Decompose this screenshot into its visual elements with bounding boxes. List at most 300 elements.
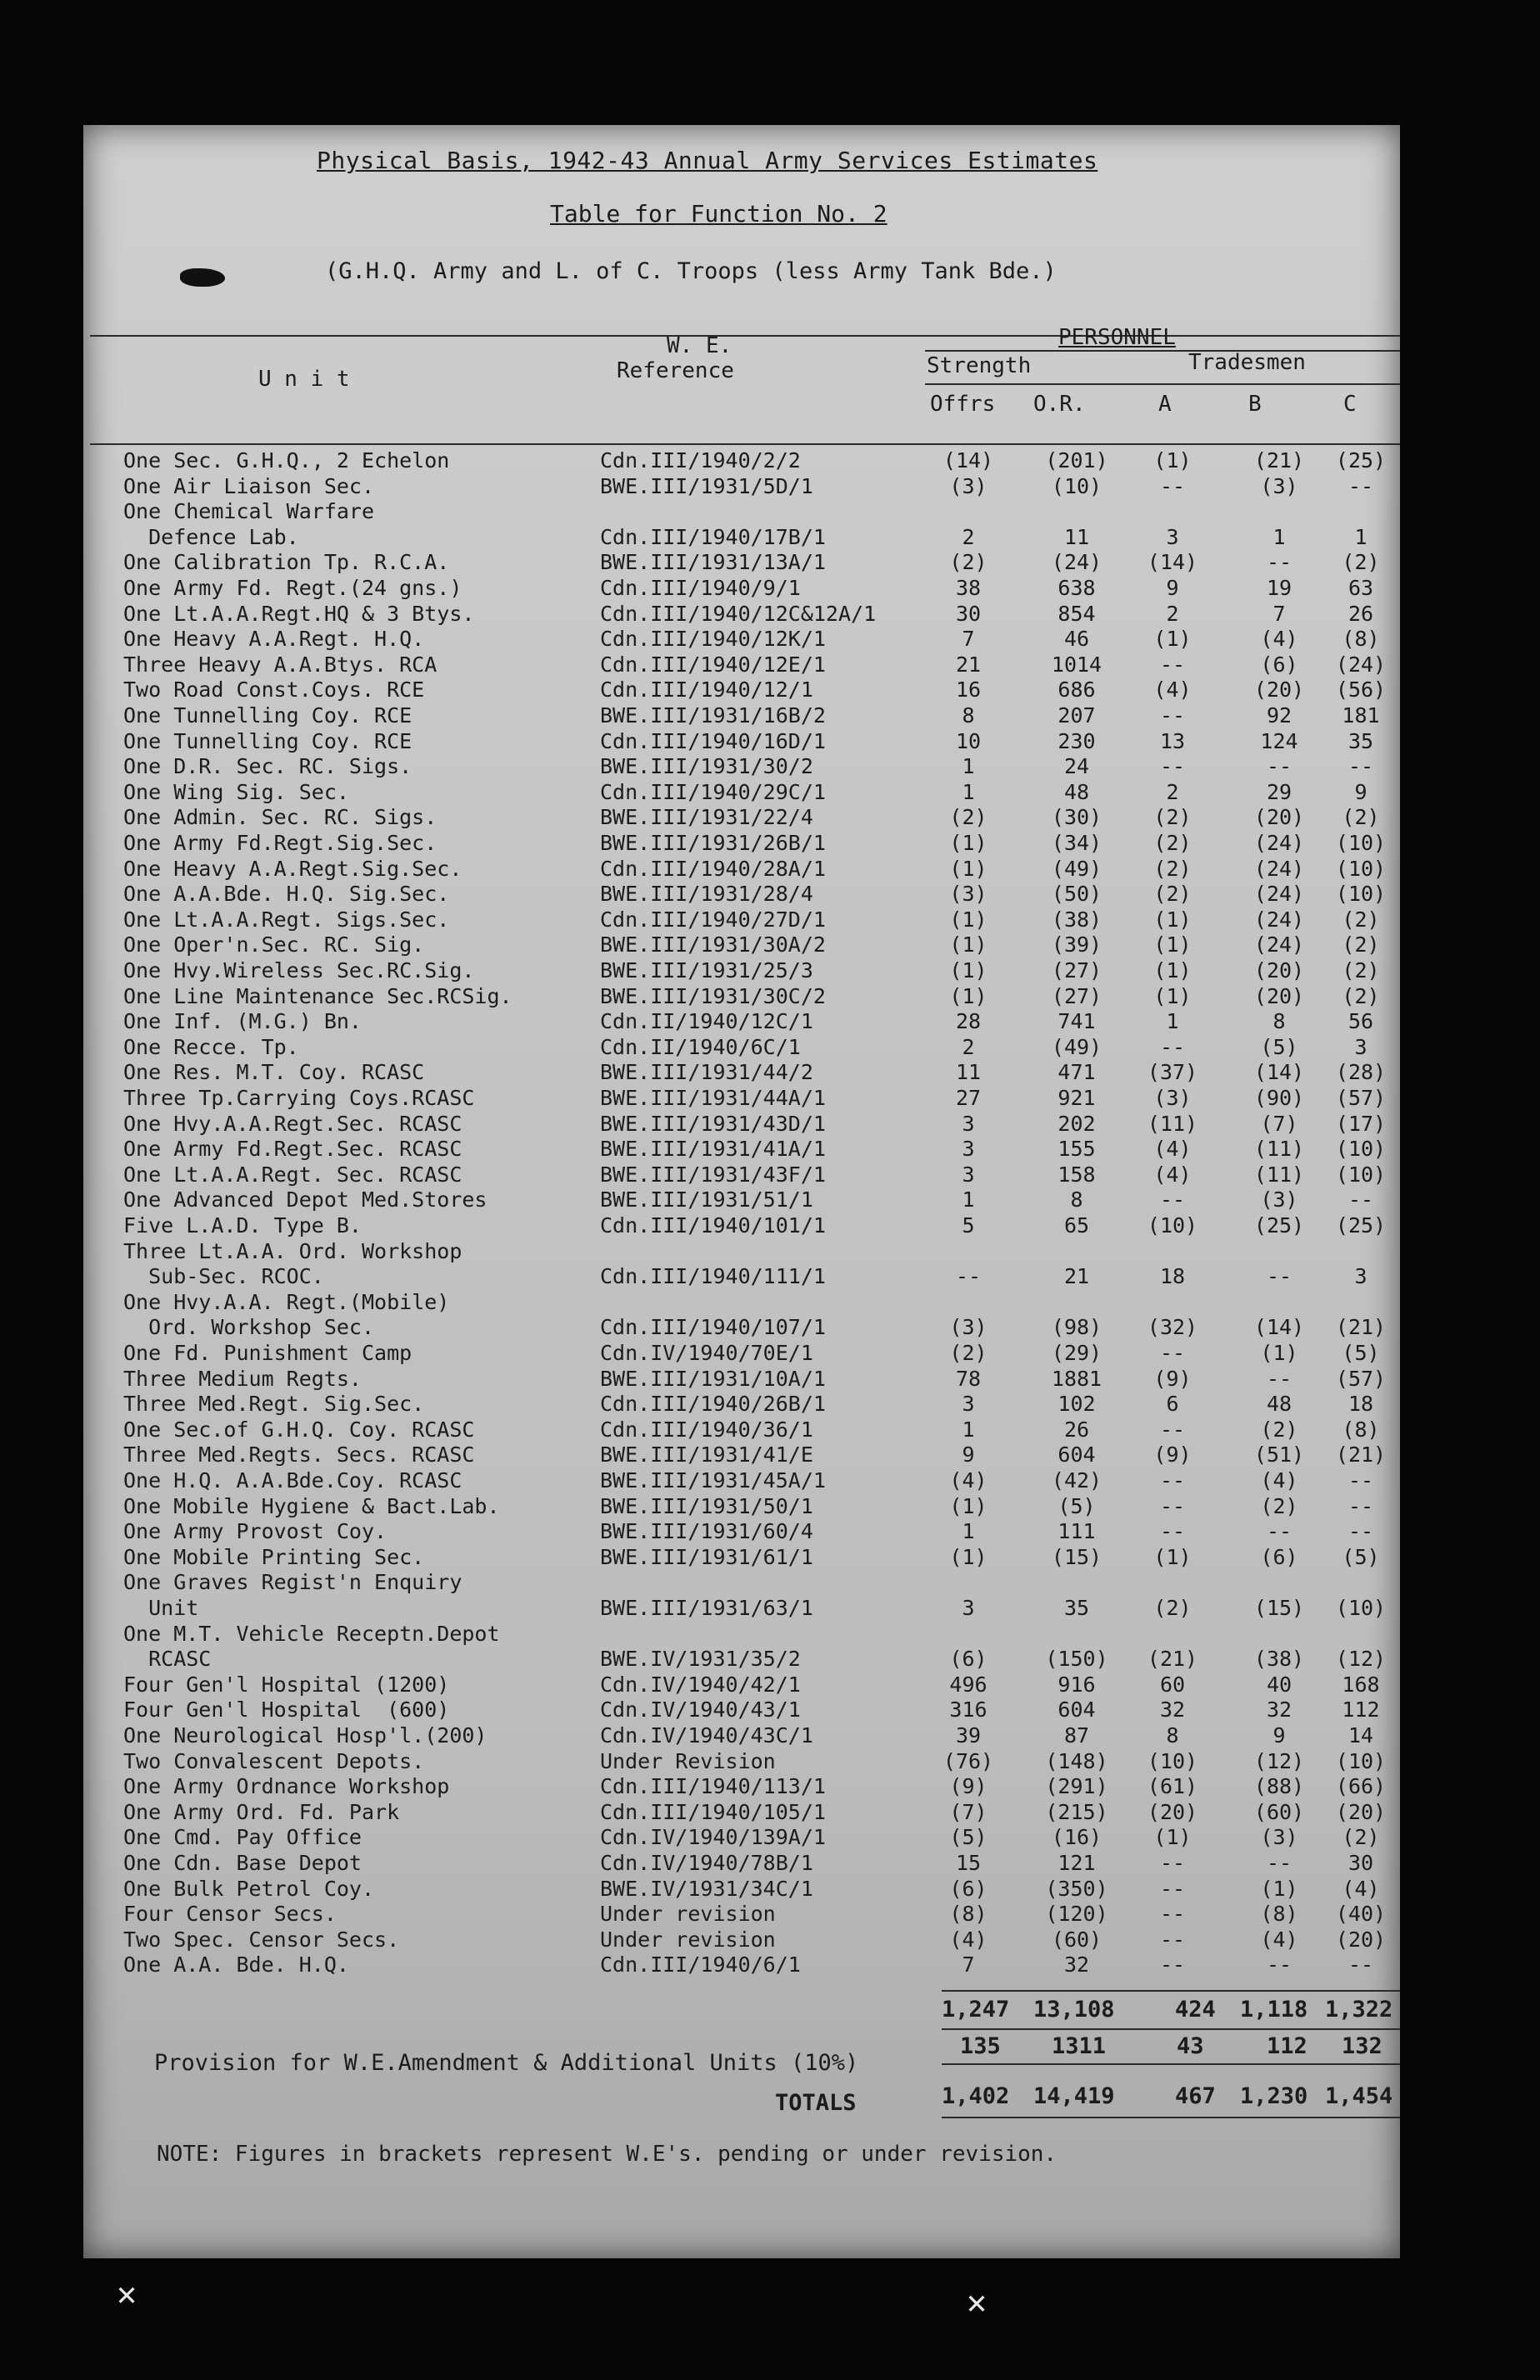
tradesmen-c-cell: (25) xyxy=(1335,1213,1387,1238)
tradesmen-b-cell: (3) xyxy=(1260,1188,1298,1212)
offrs-cell: (3) xyxy=(949,1315,988,1340)
offrs-cell: 1 xyxy=(962,754,975,779)
subtotal-rule xyxy=(942,1990,1400,1992)
tradesmen-c-cell: 181 xyxy=(1342,703,1380,728)
table-row xyxy=(0,652,1540,678)
tradesmen-b-cell: (6) xyxy=(1260,1544,1298,1569)
tradesmen-a-cell: -- xyxy=(1159,1188,1186,1212)
offrs-cell: -- xyxy=(955,1264,982,1289)
or-cell: 102 xyxy=(1058,1392,1096,1417)
tradesmen-a-cell: (1) xyxy=(1153,907,1192,932)
table-row xyxy=(0,1825,1540,1850)
unit-cell: One Army Provost Coy. xyxy=(123,1519,388,1544)
tradesmen-b-cell: (8) xyxy=(1260,1902,1298,1927)
or-cell: 35 xyxy=(1063,1596,1090,1620)
tradesmen-b-cell: (20) xyxy=(1253,983,1305,1008)
tradesmen-a-cell: (4) xyxy=(1153,1137,1192,1162)
unit-cell: Three Heavy A.A.Btys. RCA xyxy=(123,652,438,677)
offrs-cell: 1 xyxy=(962,1417,975,1442)
tradesmen-b-cell: (3) xyxy=(1260,1825,1298,1850)
we-ref-header-1: W. E. xyxy=(667,333,732,358)
tradesmen-c-cell: 26 xyxy=(1348,601,1374,626)
tradesmen-b-cell: 8 xyxy=(1272,1009,1286,1034)
we-ref-cell: BWE.III/1931/22/4 xyxy=(600,805,813,830)
tradesmen-b-cell: 124 xyxy=(1260,728,1298,753)
tradesmen-b-cell: (60) xyxy=(1253,1799,1305,1824)
or-cell: (27) xyxy=(1051,958,1102,982)
offrs-header: Offrs xyxy=(930,392,996,417)
tradesmen-c-cell: (10) xyxy=(1335,1596,1387,1620)
or-cell: 65 xyxy=(1063,1213,1090,1238)
we-ref-cell: Cdn.III/1940/111/1 xyxy=(600,1264,826,1289)
tradesmen-a-cell: (4) xyxy=(1153,678,1192,702)
tradesmen-b-cell: (14) xyxy=(1253,1315,1305,1340)
table-row xyxy=(0,1188,1540,1212)
tradesmen-c-cell: (8) xyxy=(1342,1417,1380,1442)
or-cell: 121 xyxy=(1058,1851,1096,1875)
tradesmen-c-cell: (20) xyxy=(1335,1799,1387,1824)
provision-top-rule xyxy=(942,2028,1400,2030)
unit-cell: One Mobile Hygiene & Bact.Lab. xyxy=(123,1493,500,1518)
table-row xyxy=(0,1239,1540,1264)
tradesmen-a-cell: 1 xyxy=(1166,1009,1179,1034)
tradesmen-b-cell: (2) xyxy=(1260,1417,1298,1442)
tradesmen-b-cell: (20) xyxy=(1253,678,1305,702)
tradesmen-a-cell: (1) xyxy=(1153,1825,1192,1850)
unit-cell: Three Med.Regts. Secs. RCASC xyxy=(123,1442,475,1468)
tradesmen-a-cell: 18 xyxy=(1159,1264,1186,1289)
we-ref-cell: Under Revision xyxy=(600,1748,776,1773)
we-ref-cell: Cdn.III/1940/26B/1 xyxy=(600,1392,826,1417)
totals-top-rule xyxy=(942,2063,1400,2065)
offrs-cell: 3 xyxy=(962,1596,975,1620)
we-ref-cell: BWE.III/1931/43F/1 xyxy=(600,1162,826,1187)
or-cell: 638 xyxy=(1058,576,1096,600)
tradesmen-c-cell: 3 xyxy=(1354,1264,1368,1289)
offrs-cell: (1) xyxy=(949,1544,988,1569)
tradesmen-c-cell: 1 xyxy=(1354,524,1368,549)
unit-cell: Two Road Const.Coys. RCE xyxy=(123,678,425,702)
tradesmen-c-cell: (8) xyxy=(1342,627,1380,652)
we-ref-header-2: Reference xyxy=(617,358,734,383)
document-title: Physical Basis, 1942-43 Annual Army Services Estimates xyxy=(317,147,1098,174)
unit-cell: One Chemical Warfare xyxy=(123,499,375,524)
tradesmen-a-cell: (9) xyxy=(1153,1442,1192,1468)
tradesmen-a-cell: (1) xyxy=(1153,958,1192,982)
table-row xyxy=(0,958,1540,983)
tradesmen-b-cell: (5) xyxy=(1260,1034,1298,1059)
table-row xyxy=(0,576,1540,601)
tradesmen-b-cell: (25) xyxy=(1253,1213,1305,1238)
tradesmen-b-cell: (24) xyxy=(1253,932,1305,958)
header-top-rule xyxy=(90,335,1400,337)
we-ref-cell: Cdn.III/1940/16D/1 xyxy=(600,728,826,753)
tradesmen-a-cell: -- xyxy=(1159,1902,1186,1927)
unit-cell: One Hvy.Wireless Sec.RC.Sig. xyxy=(123,958,475,982)
unit-cell: One A.A. Bde. H.Q. xyxy=(123,1952,349,1978)
offrs-cell: (3) xyxy=(949,882,988,907)
or-cell: (42) xyxy=(1051,1468,1102,1492)
table-row xyxy=(0,1519,1540,1544)
we-ref-cell: Cdn.III/1940/29C/1 xyxy=(600,779,826,804)
offrs-cell: (1) xyxy=(949,958,988,982)
unit-cell: One Army Ordnance Workshop xyxy=(123,1774,450,1799)
we-ref-cell: Cdn.III/1940/27D/1 xyxy=(600,907,826,932)
table-row xyxy=(0,1264,1540,1289)
tradesmen-a-cell: 9 xyxy=(1166,576,1179,600)
offrs-cell: (6) xyxy=(949,1876,988,1901)
tradesmen-a-cell: -- xyxy=(1159,1927,1186,1952)
table-row xyxy=(0,857,1540,882)
tradesmen-a-cell: (4) xyxy=(1153,1162,1192,1187)
tradesmen-c-cell: (2) xyxy=(1342,958,1380,982)
or-cell: 686 xyxy=(1058,678,1096,702)
provision-b: 112 xyxy=(1267,2033,1308,2059)
table-row xyxy=(0,1647,1540,1672)
we-ref-cell: Cdn.III/1940/28A/1 xyxy=(600,856,826,881)
table-row xyxy=(0,1952,1540,1978)
or-cell: 32 xyxy=(1063,1952,1090,1978)
unit-cell: One Fd. Punishment Camp xyxy=(123,1341,412,1365)
offrs-cell: 38 xyxy=(955,576,982,600)
unit-cell: One Bulk Petrol Coy. xyxy=(123,1876,375,1901)
or-cell: (29) xyxy=(1051,1341,1102,1365)
or-cell: 202 xyxy=(1058,1111,1096,1136)
tradesmen-a-cell: 32 xyxy=(1159,1698,1186,1722)
we-ref-cell: Cdn.II/1940/6C/1 xyxy=(600,1034,801,1059)
offrs-cell: (6) xyxy=(949,1647,988,1672)
or-cell: (60) xyxy=(1051,1927,1102,1952)
unit-cell: One Recce. Tp. xyxy=(123,1034,299,1059)
or-cell: 604 xyxy=(1058,1698,1096,1722)
b-header: B xyxy=(1248,392,1262,417)
unit-cell: One Graves Regist'n Enquiry xyxy=(123,1570,462,1595)
unit-cell: Three Lt.A.A. Ord. Workshop xyxy=(123,1238,462,1263)
unit-cell: One Sec. G.H.Q., 2 Echelon xyxy=(123,448,450,472)
tradesmen-c-cell: (4) xyxy=(1342,1876,1380,1901)
tradesmen-a-cell: (61) xyxy=(1147,1774,1198,1799)
offrs-cell: (5) xyxy=(949,1825,988,1850)
tradesmen-b-cell: (4) xyxy=(1260,1927,1298,1952)
we-ref-cell: BWE.III/1931/16B/2 xyxy=(600,703,826,728)
tradesmen-b-cell: -- xyxy=(1266,1519,1292,1544)
scope-line: (G.H.Q. Army and L. of C. Troops (less Army Tank Bde.) xyxy=(325,258,1057,284)
we-ref-cell: Cdn.IV/1940/42/1 xyxy=(600,1672,801,1697)
scan-mark-right: ✕ xyxy=(967,2283,988,2322)
we-ref-cell: BWE.IV/1931/35/2 xyxy=(600,1647,801,1672)
or-cell: (98) xyxy=(1051,1315,1102,1340)
we-ref-cell: Cdn.IV/1940/139A/1 xyxy=(600,1825,826,1850)
tradesmen-b-cell: (24) xyxy=(1253,831,1305,855)
table-row xyxy=(0,780,1540,805)
we-ref-cell: Cdn.IV/1940/70E/1 xyxy=(600,1341,813,1365)
we-ref-cell: BWE.III/1931/44A/1 xyxy=(600,1086,826,1110)
tradesmen-c-cell: -- xyxy=(1348,1468,1374,1492)
unit-cell: One Lt.A.A.Regt. Sigs.Sec. xyxy=(123,907,450,932)
totals-bottom-rule xyxy=(942,2117,1400,2118)
tradesmen-b-cell: 32 xyxy=(1266,1698,1292,1722)
we-ref-cell: Under revision xyxy=(600,1927,776,1952)
we-ref-cell: BWE.III/1931/44/2 xyxy=(600,1060,813,1085)
or-cell: 111 xyxy=(1058,1519,1096,1544)
tradesmen-b-cell: -- xyxy=(1266,1851,1292,1875)
tradesmen-b-cell: -- xyxy=(1266,1952,1292,1978)
unit-cell: Unit xyxy=(123,1596,199,1620)
tradesmen-c-cell: -- xyxy=(1348,1493,1374,1518)
offrs-cell: (3) xyxy=(949,473,988,498)
totals-a: 467 xyxy=(1175,2083,1216,2109)
we-ref-cell: BWE.III/1931/43D/1 xyxy=(600,1111,826,1136)
offrs-cell: (1) xyxy=(949,983,988,1008)
tradesmen-b-cell: (3) xyxy=(1260,473,1298,498)
we-ref-cell: BWE.IV/1931/34C/1 xyxy=(600,1876,813,1901)
offrs-cell: 496 xyxy=(949,1672,988,1697)
or-cell: (291) xyxy=(1045,1774,1108,1799)
tradesmen-b-cell: (24) xyxy=(1253,856,1305,881)
tradesmen-b-cell: -- xyxy=(1266,1264,1292,1289)
we-ref-cell: Cdn.IV/1940/43/1 xyxy=(600,1698,801,1722)
unit-cell: One Lt.A.A.Regt.HQ & 3 Btys. xyxy=(123,601,475,626)
unit-cell: One Sec.of G.H.Q. Coy. RCASC xyxy=(123,1417,475,1442)
tradesmen-b-cell: (12) xyxy=(1253,1748,1305,1773)
tradesmen-c-cell: 3 xyxy=(1354,1034,1368,1059)
table-row xyxy=(0,499,1540,524)
personnel-header: PERSONNEL xyxy=(1058,325,1176,350)
tradesmen-a-cell: -- xyxy=(1159,1519,1186,1544)
header-bottom-rule xyxy=(90,443,1400,445)
table-row xyxy=(0,550,1540,575)
tradesmen-c-cell: 18 xyxy=(1348,1392,1374,1417)
we-ref-cell: BWE.III/1931/41A/1 xyxy=(600,1137,826,1162)
table-row xyxy=(0,1698,1540,1722)
tradesmen-b-cell: 29 xyxy=(1266,779,1292,804)
tradesmen-b-cell: (24) xyxy=(1253,882,1305,907)
table-row xyxy=(0,1723,1540,1748)
or-cell: 471 xyxy=(1058,1060,1096,1085)
we-ref-cell: Cdn.II/1940/12C/1 xyxy=(600,1009,813,1034)
tradesmen-a-cell: -- xyxy=(1159,1468,1186,1492)
tradesmen-c-cell: -- xyxy=(1348,1952,1374,1978)
tradesmen-a-cell: (2) xyxy=(1153,856,1192,881)
we-ref-cell: BWE.III/1931/63/1 xyxy=(600,1596,813,1620)
table-row xyxy=(0,1545,1540,1570)
or-cell: 21 xyxy=(1063,1264,1090,1289)
table-row xyxy=(0,1622,1540,1647)
or-cell: 26 xyxy=(1063,1417,1090,1442)
or-cell: (49) xyxy=(1051,1034,1102,1059)
table-row xyxy=(0,448,1540,473)
unit-cell: One Hvy.A.A. Regt.(Mobile) xyxy=(123,1289,450,1314)
tradesmen-a-cell: -- xyxy=(1159,703,1186,728)
tradesmen-c-cell: (10) xyxy=(1335,831,1387,855)
tradesmen-a-cell: 13 xyxy=(1159,728,1186,753)
we-ref-cell: BWE.III/1931/60/4 xyxy=(600,1519,813,1544)
we-ref-cell: BWE.III/1931/61/1 xyxy=(600,1544,813,1569)
tradesmen-a-cell: 6 xyxy=(1166,1392,1179,1417)
table-row xyxy=(0,729,1540,754)
tradesmen-header: Tradesmen xyxy=(1188,350,1306,375)
we-ref-cell: Cdn.IV/1940/43C/1 xyxy=(600,1723,813,1748)
or-cell: 230 xyxy=(1058,728,1096,753)
tradesmen-b-cell: (2) xyxy=(1260,1493,1298,1518)
table-row xyxy=(0,1672,1540,1698)
table-row xyxy=(0,754,1540,779)
table-row xyxy=(0,1341,1540,1366)
or-cell: (50) xyxy=(1051,882,1102,907)
table-row xyxy=(0,805,1540,830)
provision-a: 43 xyxy=(1177,2033,1204,2059)
tradesmen-b-cell: 19 xyxy=(1266,576,1292,600)
tradesmen-c-cell: (21) xyxy=(1335,1315,1387,1340)
or-cell: (10) xyxy=(1051,473,1102,498)
offrs-cell: (4) xyxy=(949,1927,988,1952)
offrs-cell: 1 xyxy=(962,1519,975,1544)
we-ref-cell: Cdn.III/1940/12K/1 xyxy=(600,627,826,652)
table-row xyxy=(0,1009,1540,1034)
tradesmen-a-cell: (9) xyxy=(1153,1366,1192,1391)
we-ref-cell: Cdn.IV/1940/78B/1 xyxy=(600,1851,813,1875)
offrs-cell: 8 xyxy=(962,703,975,728)
we-ref-cell: BWE.III/1931/45A/1 xyxy=(600,1468,826,1492)
tradesmen-c-cell: 168 xyxy=(1342,1672,1380,1697)
tradesmen-a-cell: (1) xyxy=(1153,983,1192,1008)
tradesmen-b-cell: (20) xyxy=(1253,958,1305,982)
we-ref-cell: Under revision xyxy=(600,1902,776,1927)
unit-cell: One Advanced Depot Med.Stores xyxy=(123,1188,488,1212)
tradesmen-c-cell: -- xyxy=(1348,1188,1374,1212)
tradesmen-a-cell: -- xyxy=(1159,1493,1186,1518)
tradesmen-a-cell: (2) xyxy=(1153,805,1192,830)
table-row xyxy=(0,1494,1540,1519)
we-ref-cell: Cdn.III/1940/105/1 xyxy=(600,1799,826,1824)
table-row xyxy=(0,1392,1540,1417)
tradesmen-b-cell: (51) xyxy=(1253,1442,1305,1468)
unit-cell: One Wing Sig. Sec. xyxy=(123,779,349,804)
offrs-cell: (14) xyxy=(942,448,994,472)
tradesmen-c-cell: (28) xyxy=(1335,1060,1387,1085)
unit-cell: One Army Fd.Regt.Sig.Sec. xyxy=(123,831,438,855)
table-row xyxy=(0,1035,1540,1060)
table-row xyxy=(0,1877,1540,1902)
tradesmen-b-cell: (20) xyxy=(1253,805,1305,830)
unit-cell: RCASC xyxy=(123,1647,212,1672)
or-cell: (120) xyxy=(1045,1902,1108,1927)
tradesmen-a-cell: -- xyxy=(1159,1851,1186,1875)
tradesmen-b-cell: (38) xyxy=(1253,1647,1305,1672)
tradesmen-c-cell: (66) xyxy=(1335,1774,1387,1799)
table-row xyxy=(0,1367,1540,1392)
tradesmen-a-cell: 2 xyxy=(1166,779,1179,804)
tradesmen-a-cell: -- xyxy=(1159,1034,1186,1059)
we-ref-cell: Cdn.III/1940/107/1 xyxy=(600,1315,826,1340)
offrs-cell: 316 xyxy=(949,1698,988,1722)
unit-cell: One Cmd. Pay Office xyxy=(123,1825,362,1850)
tradesmen-b-cell: (4) xyxy=(1260,1468,1298,1492)
or-cell: (150) xyxy=(1045,1647,1108,1672)
offrs-cell: 78 xyxy=(955,1366,982,1391)
offrs-cell: 3 xyxy=(962,1137,975,1162)
tradesmen-a-cell: (2) xyxy=(1153,1596,1192,1620)
tradesmen-b-cell: (15) xyxy=(1253,1596,1305,1620)
unit-cell: Two Spec. Censor Secs. xyxy=(123,1927,400,1952)
tradesmen-b-cell: (6) xyxy=(1260,652,1298,677)
tradesmen-a-cell: -- xyxy=(1159,754,1186,779)
offrs-cell: 16 xyxy=(955,678,982,702)
we-ref-cell: Cdn.III/1940/2/2 xyxy=(600,448,801,472)
table-row xyxy=(0,627,1540,652)
tradesmen-a-cell: 8 xyxy=(1166,1723,1179,1748)
offrs-cell: 39 xyxy=(955,1723,982,1748)
unit-cell: Sub-Sec. RCOC. xyxy=(123,1264,324,1289)
tradesmen-c-cell: (24) xyxy=(1335,652,1387,677)
or-cell: 155 xyxy=(1058,1137,1096,1162)
or-cell: 1014 xyxy=(1051,652,1102,677)
unit-cell: One Air Liaison Sec. xyxy=(123,473,375,498)
tradesmen-c-cell: (2) xyxy=(1342,907,1380,932)
offrs-cell: 9 xyxy=(962,1442,975,1468)
unit-cell: Ord. Workshop Sec. xyxy=(123,1315,375,1340)
unit-cell: One Admin. Sec. RC. Sigs. xyxy=(123,805,438,830)
ink-blot xyxy=(180,268,225,287)
tradesmen-a-cell: (11) xyxy=(1147,1111,1198,1136)
tradesmen-b-cell: (4) xyxy=(1260,627,1298,652)
tradesmen-c-cell: (10) xyxy=(1335,856,1387,881)
tradesmen-b-cell: (14) xyxy=(1253,1060,1305,1085)
we-ref-cell: BWE.III/1931/41/E xyxy=(600,1442,813,1468)
table-row xyxy=(0,1774,1540,1799)
or-cell: (148) xyxy=(1045,1748,1108,1773)
table-row xyxy=(0,474,1540,499)
or-cell: (34) xyxy=(1051,831,1102,855)
or-cell: 46 xyxy=(1063,627,1090,652)
offrs-cell: 3 xyxy=(962,1162,975,1187)
tradesmen-b-cell: 1 xyxy=(1272,524,1286,549)
table-row xyxy=(0,908,1540,932)
we-ref-cell: BWE.III/1931/51/1 xyxy=(600,1188,813,1212)
strength-header: Strength xyxy=(927,353,1032,378)
offrs-cell: (2) xyxy=(949,550,988,575)
table-row xyxy=(0,1060,1540,1085)
unit-cell: One A.A.Bde. H.Q. Sig.Sec. xyxy=(123,882,450,907)
or-cell: 87 xyxy=(1063,1723,1090,1748)
tradesmen-b-cell: (90) xyxy=(1253,1086,1305,1110)
tradesmen-b-cell: 48 xyxy=(1266,1392,1292,1417)
offrs-cell: (2) xyxy=(949,805,988,830)
or-cell: 158 xyxy=(1058,1162,1096,1187)
provision-or: 1311 xyxy=(1052,2033,1107,2059)
tradesmen-c-cell: 9 xyxy=(1354,779,1368,804)
table-row xyxy=(0,703,1540,728)
tradesmen-b-cell: (88) xyxy=(1253,1774,1305,1799)
tradesmen-a-cell: (20) xyxy=(1147,1799,1198,1824)
or-cell: 854 xyxy=(1058,601,1096,626)
table-row xyxy=(0,932,1540,958)
offrs-cell: (1) xyxy=(949,1493,988,1518)
offrs-cell: 1 xyxy=(962,1188,975,1212)
table-row xyxy=(0,1213,1540,1238)
totals-or: 14,419 xyxy=(1033,2083,1115,2109)
unit-header: U n i t xyxy=(258,367,350,392)
unit-cell: One Army Fd.Regt.Sec. RCASC xyxy=(123,1137,462,1162)
tradesmen-a-cell: (10) xyxy=(1147,1213,1198,1238)
tradesmen-b-cell: -- xyxy=(1266,1366,1292,1391)
unit-cell: Three Medium Regts. xyxy=(123,1366,362,1391)
or-cell: 916 xyxy=(1058,1672,1096,1697)
tradesmen-b-cell: (1) xyxy=(1260,1876,1298,1901)
or-cell: 48 xyxy=(1063,779,1090,804)
tradesmen-c-cell: (57) xyxy=(1335,1086,1387,1110)
tradesmen-c-cell: (56) xyxy=(1335,678,1387,702)
